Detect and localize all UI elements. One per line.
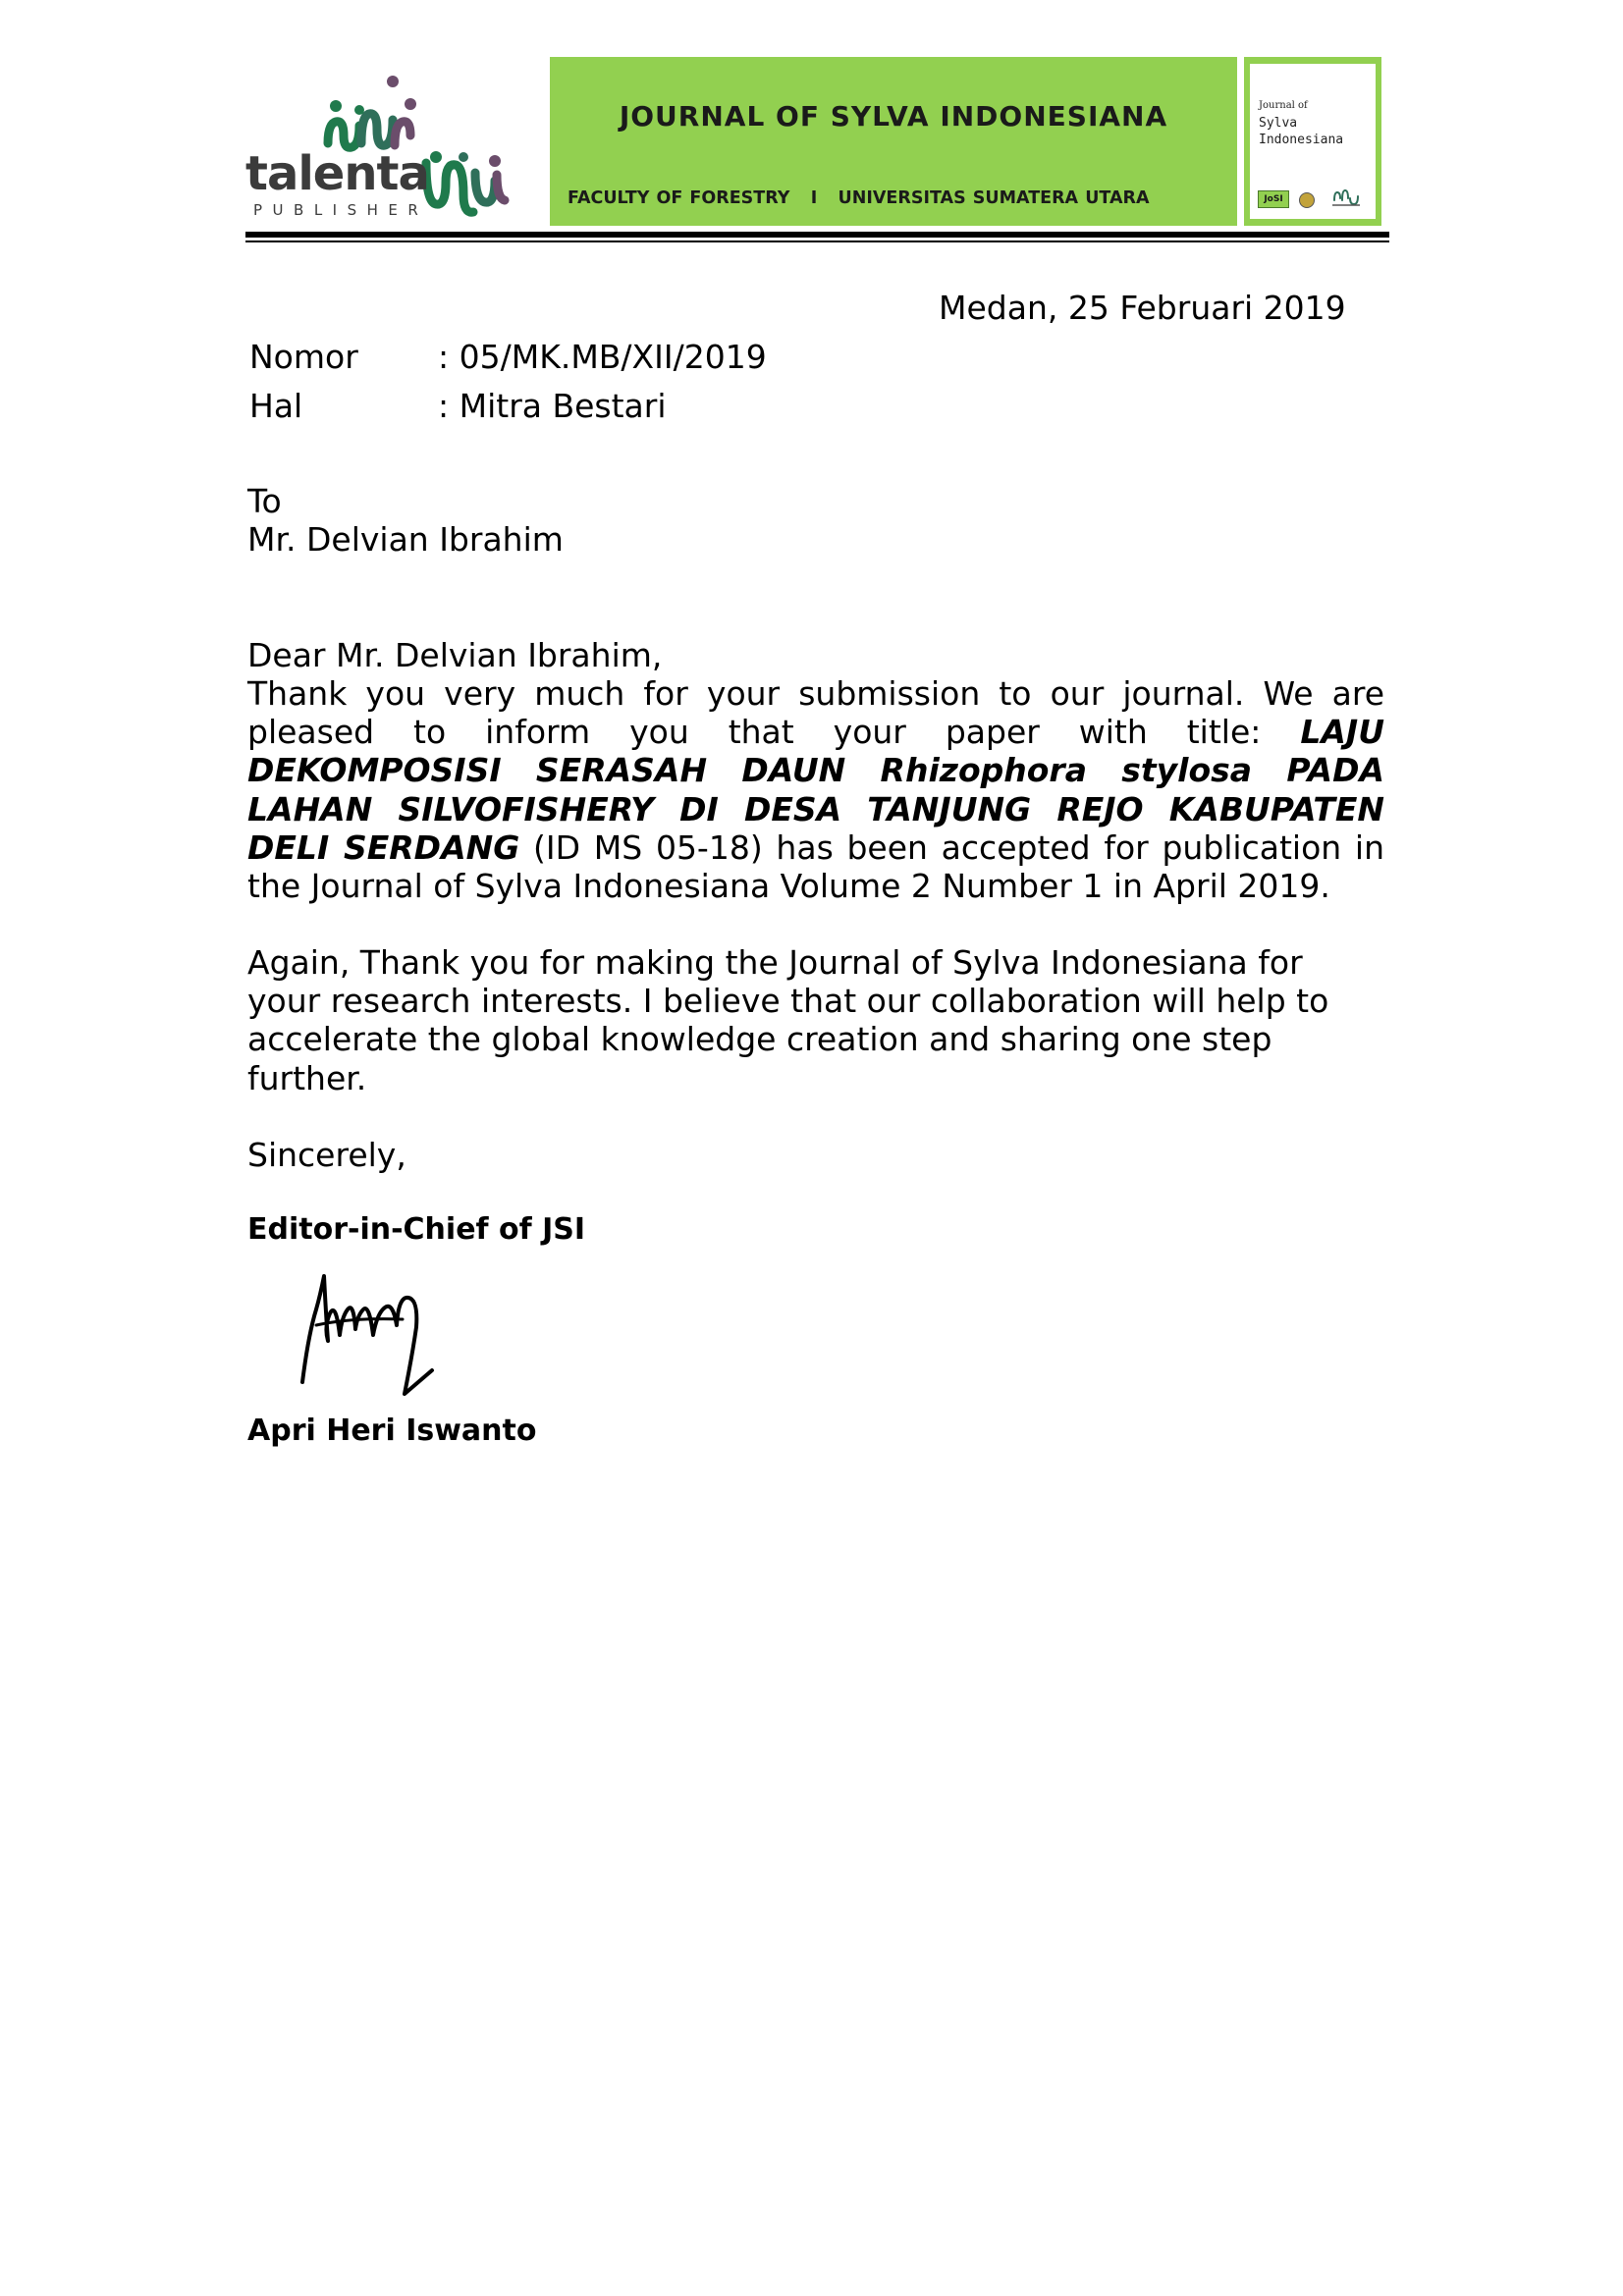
nomor-value: : 05/MK.MB/XII/2019 (438, 338, 767, 376)
p1-outro: (ID MS 05-18) has been accepted for publication in the Journal of Sylva Indonesiana Volume 2 Number 1 in April 2019. (247, 828, 1384, 906)
publisher-subtitle: PUBLISHER (253, 201, 429, 219)
journal-banner (550, 57, 1237, 226)
letter-date: Medan, 25 Februari 2019 (939, 289, 1346, 327)
handwritten-signature (295, 1266, 471, 1399)
university-label: UNIVERSITAS SUMATERA UTARA (838, 188, 1150, 208)
faculty-label: FACULTY OF FORESTRY (568, 188, 790, 208)
p1-intro: Thank you very much for your submission to our journal. We are pleased to inform you that your paper with title: (247, 674, 1384, 752)
university-seal-icon (1299, 192, 1315, 208)
signer-name: Apri Heri Iswanto (247, 1414, 537, 1448)
signer-role: Editor-in-Chief of JSI (247, 1212, 586, 1247)
publisher-wordmark: talenta (245, 146, 429, 201)
letterhead (245, 55, 1389, 230)
to-label: To (247, 482, 282, 520)
mini-talenta-icon (1328, 187, 1364, 208)
paper-title-part-2: PADA LAHAN SILVOFISHERY DI DESA TANJUNG REJO KABUPATEN DELI SERDANG (247, 751, 1385, 867)
cover-line-1: Journal of (1259, 100, 1308, 111)
cover-badge: JoSI (1258, 190, 1289, 208)
closing-paragraph: Again, Thank you for making the Journal of Sylva Indonesiana for your research interests. I believe that our collaboration will help to accelerate the global knowledge creation and sharing one step further. (247, 943, 1329, 1097)
header-rule-thick (245, 232, 1389, 238)
recipient-name: Mr. Delvian Ibrahim (247, 520, 564, 559)
sincerely: Sincerely, (247, 1136, 406, 1174)
cover-line-3: Indonesiana (1259, 133, 1344, 147)
cover-line-2: Sylva (1259, 116, 1298, 131)
paper-title-part-1: LAJU DEKOMPOSISI SERASAH DAUN (247, 713, 1384, 790)
hal-label: Hal (249, 387, 303, 425)
greeting: Dear Mr. Delvian Ibrahim, (247, 636, 663, 674)
journal-title: JOURNAL OF SYLVA INDONESIANA (619, 100, 1168, 133)
journal-cover-thumbnail (1244, 57, 1381, 226)
separator-label: I (810, 188, 818, 208)
talenta-publisher-logo (245, 65, 515, 227)
header-rule-thin (245, 240, 1389, 242)
banner-affiliation (568, 188, 1219, 208)
paper-title-species: Rhizophora stylosa (880, 751, 1253, 790)
nomor-label: Nomor (249, 338, 358, 376)
acceptance-paragraph (247, 674, 1384, 905)
hal-value: : Mitra Bestari (438, 387, 667, 425)
